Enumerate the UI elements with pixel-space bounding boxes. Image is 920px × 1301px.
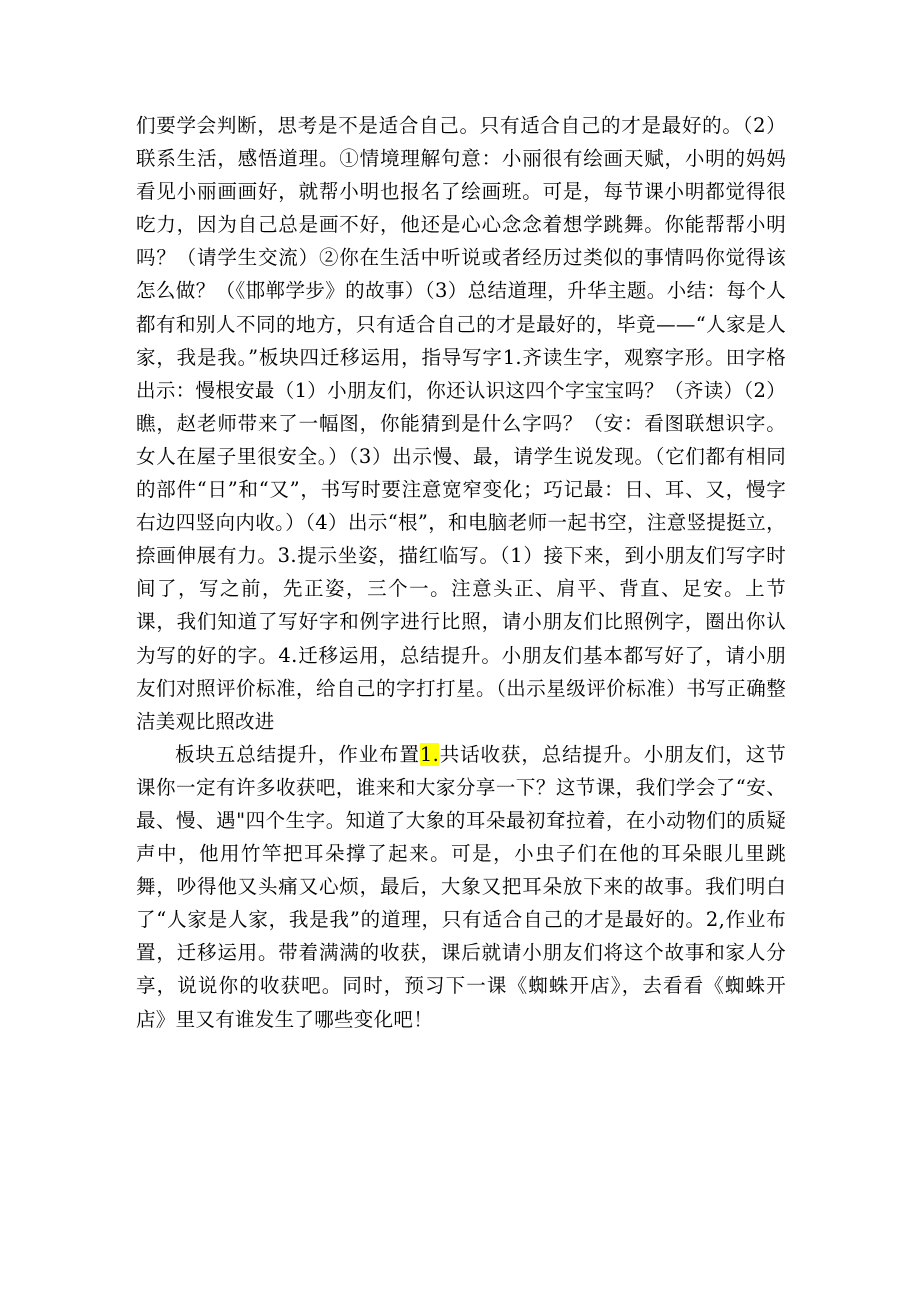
document-body — [136, 109, 786, 1036]
paragraph-part5-body: 共话收获，总结提升。小朋友们，这节课你一定有许多收获吧，谁来和大家分享一下？这节课，我们学会了“安、最、慢、遇"四个生字。知道了大象的耳朵最初耷拉着，在小动物们的质疑声中，他用竹竿把耳朵撑了起来。可是，小虫子们在他的耳朵眼儿里跳舞，吵得他又头痛又心烦，最后，大象又把耳朵放下来的故事。我们明白了“人家是人家，我是我”的道理，只有适合自己的才是最好的。2,作业布置，迁移运用。带着满满的收获，课后就请小朋友们将这个故事和家人分享，说说你的收获吧。同时，预习下一课《蜘蛛开店》，去看看《蜘蛛开店》里又有谁发生了哪些变化吧！ — [136, 742, 786, 1031]
paragraph-part5-lead: 板块五总结提升，作业布置 — [175, 742, 420, 766]
paragraph-lesson-part4: 们要学会判断，思考是不是适合自己。只有适合自己的才是最好的。（2）联系生活，感悟道理。①情境理解句意：小丽很有绘画天赋，小明的妈妈看见小丽画画好，就帮小明也报名了绘画班。可是，每节课小明都觉得很吃力，因为自己总是画不好，他还是心心念念着想学跳舞。你能帮帮小明吗？（请学生交流）②你在生活中听说或者经历过类似的事情吗你觉得该怎么做？（《邯郸学步》的故事）（3）总结道理，升华主题。小结：每个人都有和别人不同的地方，只有适合自己的才是最好的，毕竟——“人家是人家，我是我。”板块四迁移运用，指导写字1.齐读生字，观察字形。田字格出示：慢根安最（1）小朋友们，你还认识这四个字宝宝吗？（齐读）（2）瞧，赵老师带来了一幅图，你能猜到是什么字吗？（安：看图联想识字。女人在屋子里很安全。）（3）出示慢、最，请学生说发现。（它们都有相同的部件“日”和“又”，书写时要注意宽窄变化；巧记最：日、耳、又，慢字右边四竖向内收。）（4）出示“根”，和电脑老师一起书空，注意竖提挺立，捺画伸展有力。3.提示坐姿，描红临写。（1）接下来，到小朋友们写字时间了，写之前，先正姿，三个一。注意头正、肩平、背直、足安。上节课，我们知道了写好字和例字进行比照，请小朋友们比照例字，圈出你认为写的好的字。4.迁移运用，总结提升。小朋友们基本都写好了，请小朋友们对照评价标准，给自己的字打打星。（出示星级评价标准）书写正确整洁美观比照改进 — [136, 114, 786, 733]
paragraph-lesson-part5 — [136, 738, 786, 1036]
highlighted-number: 1. — [419, 742, 440, 766]
